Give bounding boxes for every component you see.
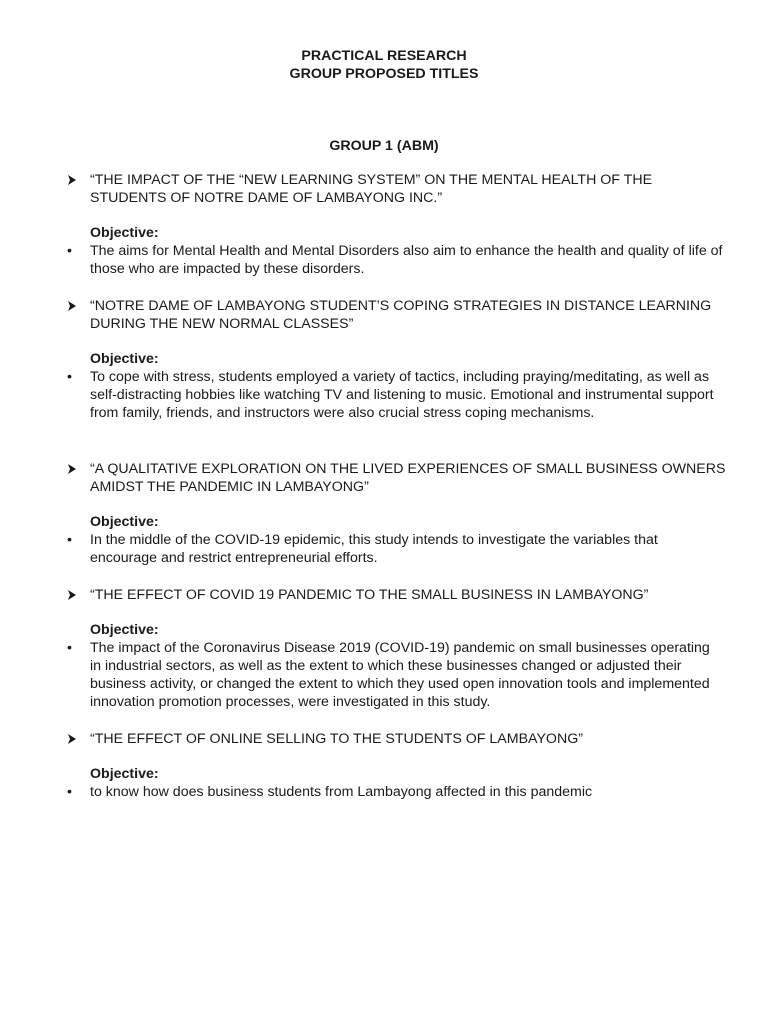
bullet-icon: • xyxy=(67,640,72,656)
arrow-bullet-icon xyxy=(66,171,80,189)
arrow-bullet-icon xyxy=(66,460,80,478)
bullet-icon: • xyxy=(67,243,72,259)
header-line-1: PRACTICAL RESEARCH xyxy=(301,48,467,64)
proposed-title-row xyxy=(0,586,768,604)
proposed-title-item-5 xyxy=(0,730,768,801)
objective-bullet xyxy=(0,783,768,801)
proposed-title-text: “THE EFFECT OF ONLINE SELLING TO THE STUDENTS OF LAMBAYONG” xyxy=(90,731,583,747)
proposed-title-row xyxy=(0,171,768,207)
header-line-2: GROUP PROPOSED TITLES xyxy=(289,66,479,82)
objective-bullet xyxy=(0,531,768,567)
proposed-title-text: “A QUALITATIVE EXPLORATION ON THE LIVED EXPERIENCES OF SMALL BUSINESS OWNERS AMIDST THE PANDEMIC IN LAMBAYONG” xyxy=(90,461,726,495)
proposed-title-row xyxy=(0,730,768,748)
objective-bullet xyxy=(0,368,768,422)
objective-bullet xyxy=(0,242,768,278)
arrow-bullet-icon xyxy=(66,297,80,315)
objective-bullet xyxy=(0,639,768,711)
arrow-bullet-icon xyxy=(66,586,80,604)
objective-label: Objective: xyxy=(90,225,159,241)
proposed-title-text: “NOTRE DAME OF LAMBAYONG STUDENT’S COPING STRATEGIES IN DISTANCE LEARNING DURING THE NEW NORMAL CLASSES” xyxy=(90,298,712,332)
document-header xyxy=(0,47,768,83)
proposed-title-text: “THE EFFECT OF COVID 19 PANDEMIC TO THE SMALL BUSINESS IN LAMBAYONG” xyxy=(90,587,649,603)
bullet-icon: • xyxy=(67,784,72,800)
objective-text: To cope with stress, students employed a variety of tactics, including praying/meditating, as well as self-distracting hobbies like watching TV and listening to music. Emotional and instrumental support from family, friends, and instructors were also crucial stress coping mechanisms. xyxy=(90,369,714,421)
objective-label: Objective: xyxy=(90,514,159,530)
objective-text: In the middle of the COVID-19 epidemic, this study intends to investigate the variables that encourage and restrict entrepreneurial efforts. xyxy=(90,532,658,566)
bullet-icon: • xyxy=(67,369,72,385)
bullet-icon: • xyxy=(67,532,72,548)
proposed-title-row xyxy=(0,297,768,333)
proposed-title-item-2 xyxy=(0,297,768,422)
objective-text: The impact of the Coronavirus Disease 2019 (COVID-19) pandemic on small businesses operating in industrial sectors, as well as the extent to which these businesses changed or adjusted their business activity, or changed the extent to which they used open innovation tools and implemented innovation promotion processes, were investigated in this study. xyxy=(90,640,710,710)
objective-label: Objective: xyxy=(90,351,159,367)
proposed-title-row xyxy=(0,460,768,496)
objective-text: to know how does business students from Lambayong affected in this pandemic xyxy=(90,784,593,800)
proposed-title-item-1 xyxy=(0,171,768,278)
objective-label: Objective: xyxy=(90,766,159,782)
arrow-bullet-icon xyxy=(66,730,80,748)
group-title: GROUP 1 (ABM) xyxy=(329,138,439,154)
proposed-title-item-3 xyxy=(0,460,768,567)
objective-label: Objective: xyxy=(90,622,159,638)
objective-text: The aims for Mental Health and Mental Disorders also aim to enhance the health and quality of life of those who are impacted by these disorders. xyxy=(90,243,723,277)
proposed-title-text: “THE IMPACT OF THE “NEW LEARNING SYSTEM” ON THE MENTAL HEALTH OF THE STUDENTS OF NOTRE DAME OF LAMBAYONG INC.” xyxy=(90,172,653,206)
proposed-title-item-4 xyxy=(0,586,768,711)
